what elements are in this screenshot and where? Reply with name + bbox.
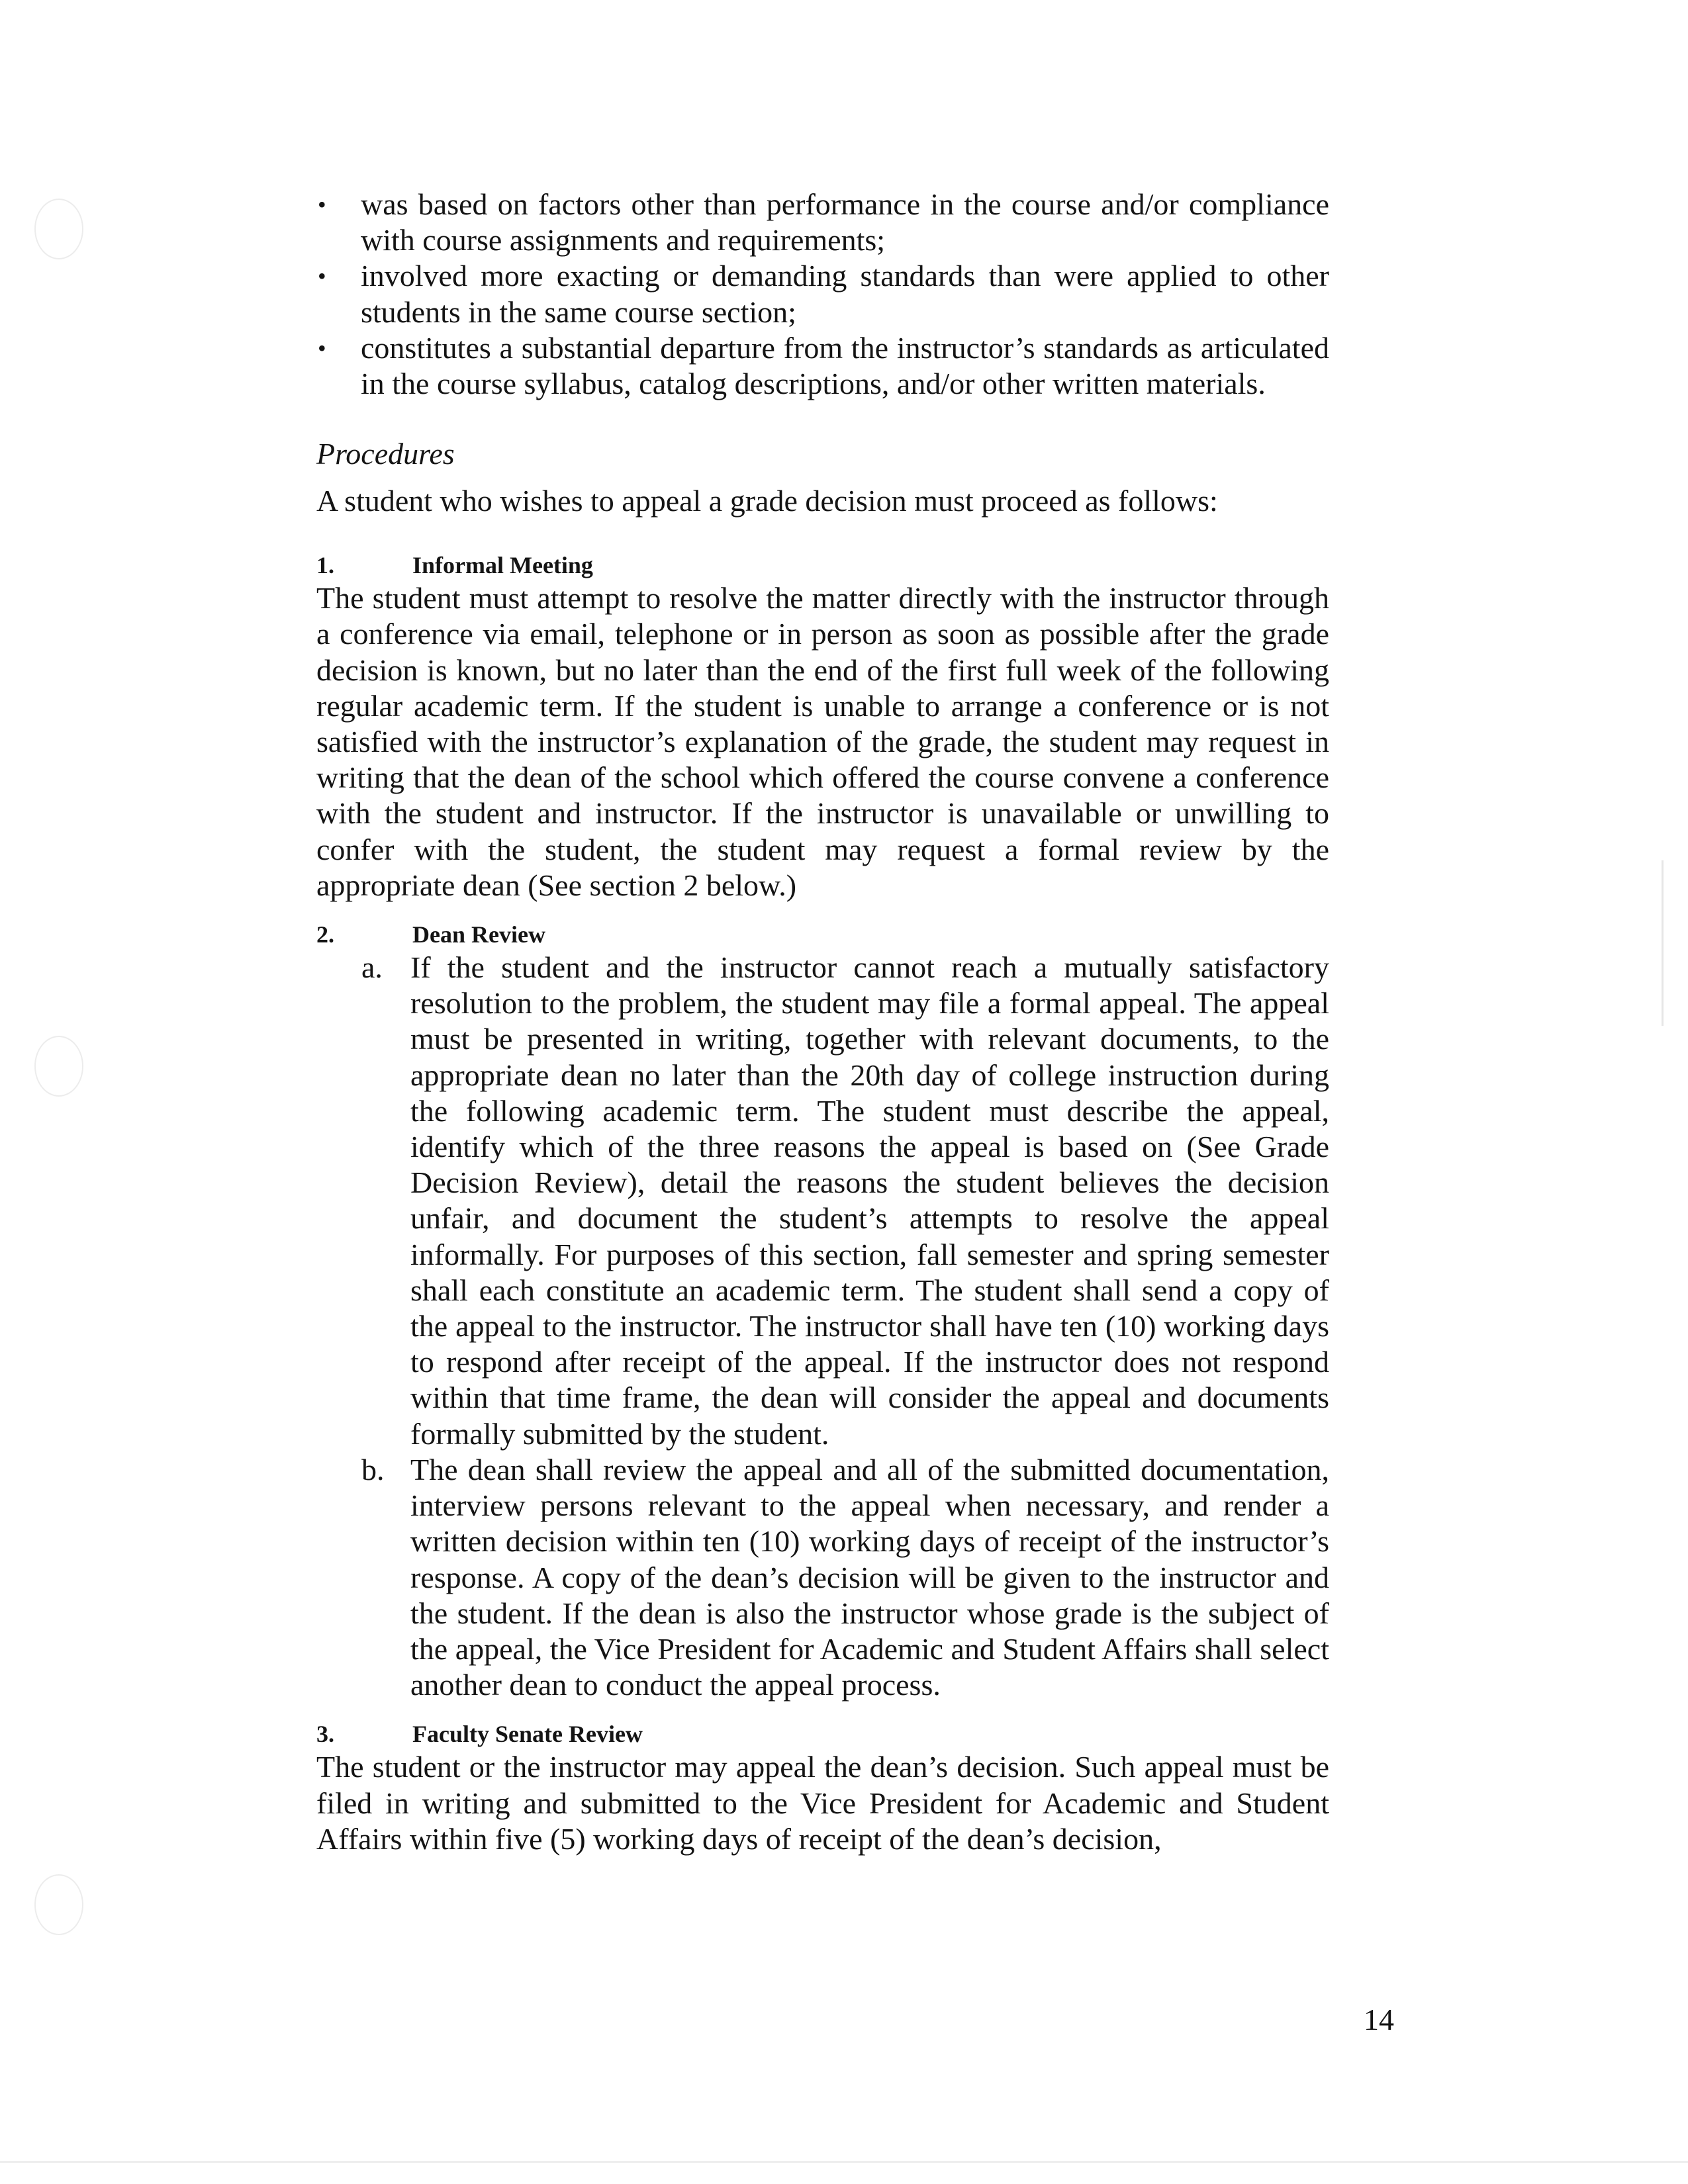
section-title: Dean Review <box>412 921 545 948</box>
list-item <box>316 258 1329 330</box>
bullet-text: involved more exacting or demanding standards than were applied to other students in the same course section; <box>361 259 1329 329</box>
item-text: If the student and the instructor cannot reach a mutually satisfactory resolution to the problem, the student may file a formal appeal. The appeal must be presented in writing, together with relevant documents, to the appropriate dean no later than the 20th day of college instruction during the following academic term. The student must describe the appeal, identify which of the three reasons the appeal is based on (See Grade Decision Review), detail the reasons the student believes the decision unfair, and document the student’s attempts to resolve the appeal informally. For purposes of this section, fall semester and spring semester shall each constitute an academic term. The student shall send a copy of the appeal to the instructor. The instructor shall have ten (10) working days to respond after receipt of the appeal. If the instructor does not respond within that time frame, the dean will consider the appeal and documents formally submitted by the student. <box>410 950 1329 1451</box>
procedures-heading: Procedures <box>316 437 455 471</box>
section-title: Informal Meeting <box>412 552 593 579</box>
bullet-icon: • <box>318 191 326 218</box>
section-number: 3. <box>316 1721 334 1748</box>
binder-hole-top <box>34 199 83 259</box>
page-number: 14 <box>1364 2003 1394 2036</box>
section-heading-faculty-senate-review <box>316 1719 1329 1749</box>
procedures-intro: A student who wishes to appeal a grade decision must proceed as follows: <box>316 484 1218 518</box>
section-heading-informal-meeting <box>316 550 1329 580</box>
bullet-icon: • <box>318 334 326 361</box>
list-item <box>316 330 1329 402</box>
section-title: Faculty Senate Review <box>412 1721 643 1748</box>
bullet-text: constitutes a substantial departure from the instructor’s standards as articulated in the course syllabus, catalog descriptions, and/or other written materials. <box>361 330 1329 401</box>
bullet-icon: • <box>318 263 326 290</box>
binder-hole-middle <box>34 1036 83 1097</box>
informal-meeting-text: The student must attempt to resolve the matter directly with the instructor through a conference via email, telephone or in person as soon as possible after the grade decision is known, but no later than the end of the first full week of the following regular academic term. If the student is unable to arrange a conference or is not satisfied with the instructor’s explanation of the grade, the student may request in writing that the dean of the school which offered the course convene a conference with the student and instructor. If the instructor is unavailable or unwilling to confer with the student, the student may request a formal review by the appropriate dean (See section 2 below.) <box>316 581 1329 902</box>
list-item <box>316 1452 1329 1703</box>
criteria-list <box>316 187 1329 402</box>
section-heading-dean-review <box>316 919 1329 950</box>
item-letter: a. <box>361 950 383 985</box>
item-letter: b. <box>361 1452 385 1486</box>
scan-edge-bottom <box>0 2161 1688 2163</box>
item-text: The dean shall review the appeal and all of the submitted documentation, interview persons relevant to the appeal when necessary, and render a written decision within ten (10) working days of receipt of the instructor’s response. A copy of the dean’s decision will be given to the instructor and the student. If the dean is also the instructor whose grade is the subject of the appeal, the Vice President for Academic and Student Affairs shall select another dean to conduct the appeal process. <box>410 1452 1329 1702</box>
document-body <box>316 187 1329 1857</box>
section-number: 2. <box>316 921 334 948</box>
bullet-text: was based on factors other than performance in the course and/or compliance with course assignments and requirements; <box>361 187 1329 257</box>
faculty-senate-text: The student or the instructor may appeal the dean’s decision. Such appeal must be filed in writing and submitted to the Vice President for Academic and Student Affairs within five (5) working days of receipt of the dean’s decision, <box>316 1750 1329 1856</box>
scan-edge-right <box>1662 860 1664 1026</box>
binder-hole-bottom <box>34 1874 83 1935</box>
dean-review-list <box>316 950 1329 1703</box>
section-number: 1. <box>316 552 334 579</box>
list-item <box>316 187 1329 258</box>
list-item <box>316 950 1329 1452</box>
